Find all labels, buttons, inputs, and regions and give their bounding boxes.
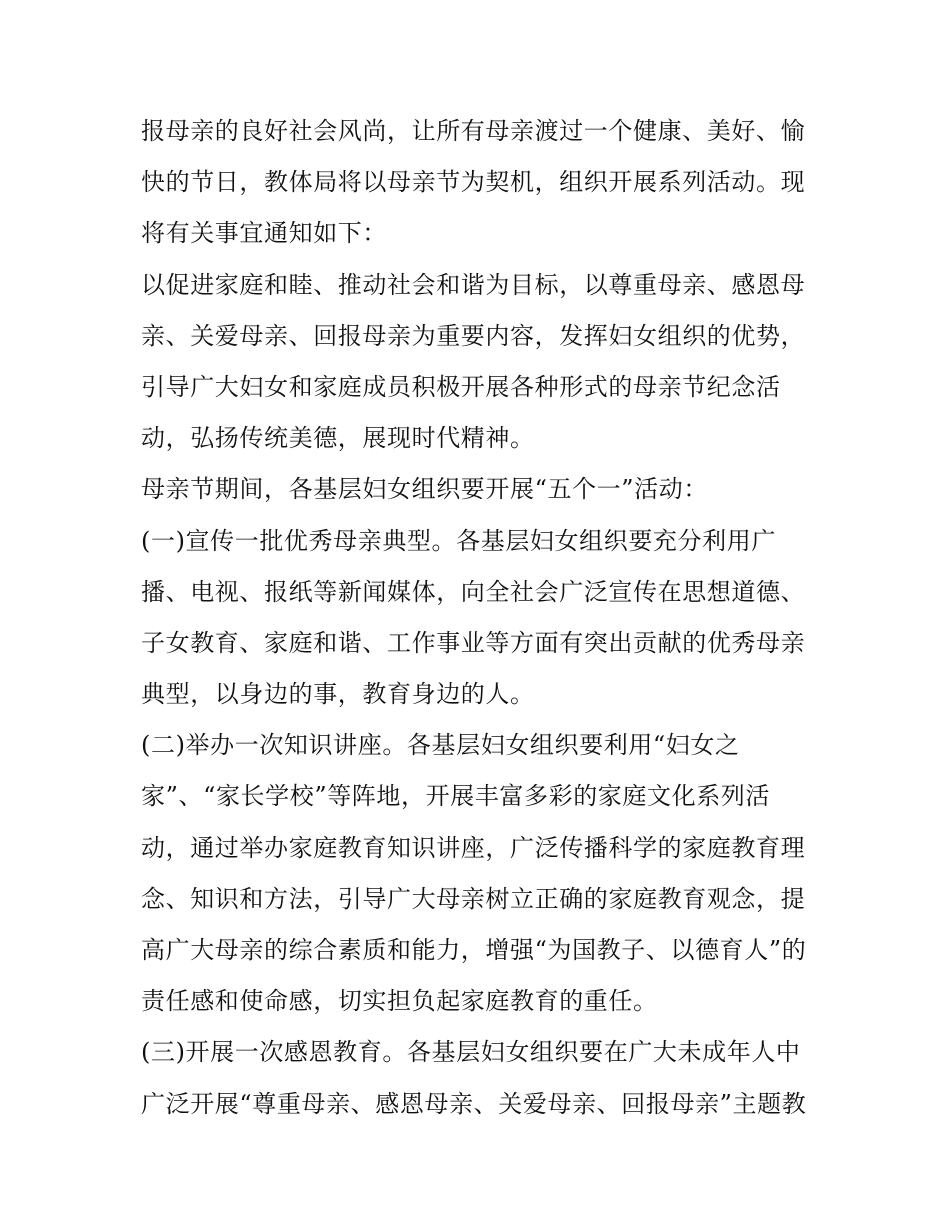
text-line: 引导广大妇女和家庭成员积极开展各种形式的母亲节纪念活 [141,372,781,401]
text-line: 动，弘扬传统美德，展现时代精神。 [141,424,535,453]
document-body [141,106,821,1130]
text-line: 念、知识和方法，引导广大母亲树立正确的家庭教育观念，提 [141,884,806,913]
text-line: 亲、关爱母亲、回报母亲为重要内容，发挥妇女组织的优势， [141,321,806,350]
text-line: 快的节日，教体局将以母亲节为契机，组织开展系列活动。现 [141,168,806,197]
text-line: 子女教育、家庭和谐、工作事业等方面有突出贡献的优秀母亲 [141,628,806,657]
text-line: 以促进家庭和睦、推动社会和谐为目标，以尊重母亲、感恩母 [141,270,806,299]
text-line: (一)宣传一批优秀母亲典型。各基层妇女组织要充分利用广 [141,526,776,555]
text-line: 母亲节期间，各基层妇女组织要开展“五个一”活动： [141,475,708,504]
text-line: 动，通过举办家庭教育知识讲座，广泛传播科学的家庭教育理 [141,833,806,862]
text-line: 典型，以身边的事，教育身边的人。 [141,680,535,709]
text-line: 将有关事宜通知如下： [141,219,387,248]
text-line: 家”、“家长学校”等阵地，开展丰富多彩的家庭文化系列活 [141,782,771,811]
text-line: 责任感和使命感，切实担负起家庭教育的重任。 [141,987,658,1016]
text-line: 播、电视、报纸等新闻媒体，向全社会广泛宣传在思想道德、 [141,577,806,606]
text-line: 高广大母亲的综合素质和能力，增强“为国教子、以德育人”的 [141,936,807,964]
text-line: 报母亲的良好社会风尚，让所有母亲渡过一个健康、美好、愉 [141,117,806,145]
text-line: (三)开展一次感恩教育。各基层妇女组织要在广大未成年人中 [141,1038,801,1067]
text-line: 广泛开展“尊重母亲、感恩母亲、关爱母亲、回报母亲”主题教 [141,1089,807,1118]
text-line: (二)举办一次知识讲座。各基层妇女组织要利用“妇女之 [141,731,740,760]
